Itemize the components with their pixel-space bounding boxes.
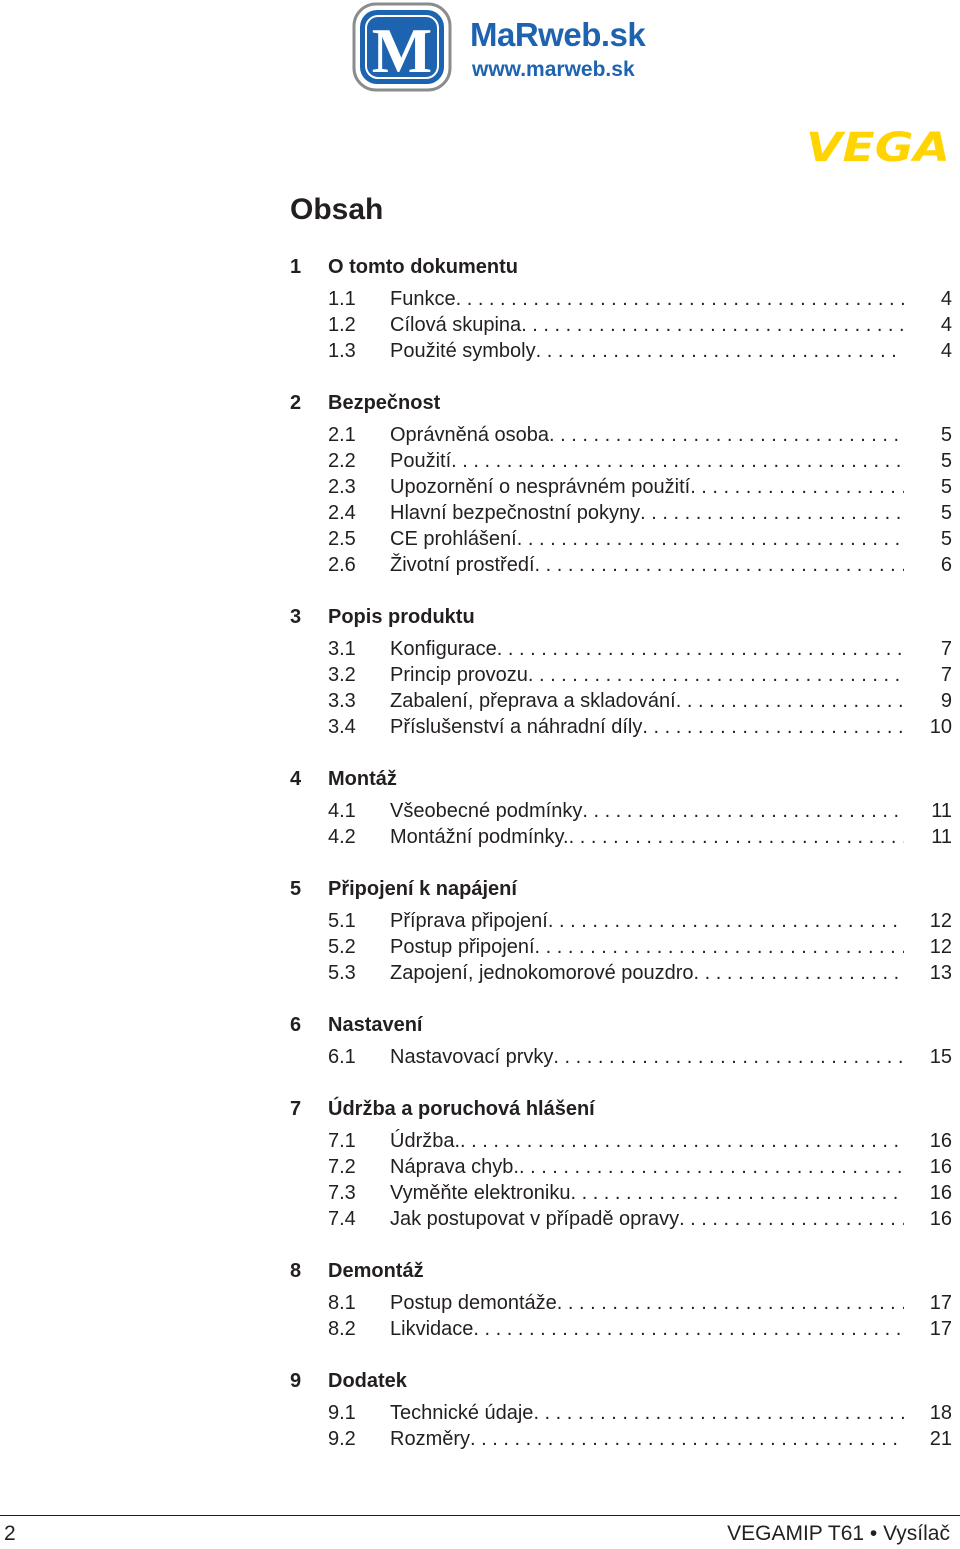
section-number: 6: [290, 1014, 302, 1036]
entry-page-number: 17: [929, 1292, 952, 1314]
toc-entry[interactable]: [290, 1206, 952, 1232]
entry-title-wrap: [390, 1128, 904, 1154]
entry-title: Upozornění o nesprávném použití: [390, 476, 691, 498]
dot-leader: [519, 1154, 904, 1180]
toc-entry[interactable]: [290, 636, 952, 662]
entry-number: 2.2: [328, 450, 356, 472]
dot-leader: [679, 1206, 904, 1232]
toc-entry[interactable]: [290, 338, 952, 364]
dot-leader: [521, 312, 904, 338]
section-number: 8: [290, 1260, 302, 1282]
toc-entry[interactable]: [290, 798, 952, 824]
entry-title: Montážní podmínky.: [390, 826, 569, 848]
entry-title: Funkce: [390, 288, 456, 310]
entry-title: Použité symboly: [390, 340, 536, 362]
footer-document-title: VEGAMIP T61 • Vysílač: [727, 1522, 950, 1545]
section-title: Připojení k napájení: [328, 878, 517, 900]
section-title: Dodatek: [328, 1370, 407, 1392]
toc-entry[interactable]: [290, 422, 952, 448]
section-title: O tomto dokumentu: [328, 256, 518, 278]
entry-title-wrap: [390, 934, 904, 960]
toc-entry[interactable]: [290, 448, 952, 474]
entry-title: CE prohlášení: [390, 528, 517, 550]
entry-number: 4.2: [328, 826, 356, 848]
toc-entry[interactable]: [290, 312, 952, 338]
toc-entry[interactable]: [290, 908, 952, 934]
entry-number: 9.2: [328, 1428, 356, 1450]
toc-entry[interactable]: [290, 552, 952, 578]
entry-title: Životní prostředí: [390, 554, 535, 576]
entry-title: Rozměry: [390, 1428, 471, 1450]
toc-entry[interactable]: [290, 1180, 952, 1206]
entry-title-wrap: [390, 824, 904, 850]
dot-leader: [456, 286, 904, 312]
entry-page-number: 5: [940, 502, 952, 524]
dot-leader: [460, 1128, 904, 1154]
entry-number: 2.3: [328, 476, 356, 498]
entry-title-wrap: [390, 1044, 904, 1070]
entry-title-wrap: [390, 1180, 904, 1206]
entry-title-wrap: [390, 1290, 904, 1316]
entry-title: Technické údaje: [390, 1402, 534, 1424]
entry-title: Vyměňte elektroniku: [390, 1182, 571, 1204]
vega-logo: [806, 126, 950, 164]
entry-number: 7.4: [328, 1208, 356, 1230]
toc-section: [290, 764, 952, 850]
toc-section-heading[interactable]: [290, 1094, 952, 1124]
marweb-logo-text: MaRweb.sk: [470, 16, 646, 53]
dot-leader: [640, 500, 904, 526]
footer-divider: [0, 1515, 960, 1516]
entry-page-number: 11: [931, 800, 952, 822]
section-number: 9: [290, 1370, 302, 1392]
toc-section: [290, 1366, 952, 1452]
toc-section-heading[interactable]: [290, 602, 952, 632]
toc-section: [290, 252, 952, 364]
marweb-logo: [352, 2, 652, 94]
entry-page-number: 12: [929, 936, 952, 958]
dot-leader: [470, 1426, 904, 1452]
entry-title-wrap: [390, 286, 904, 312]
entry-title-wrap: [390, 714, 904, 740]
toc-entry[interactable]: [290, 526, 952, 552]
toc-entry[interactable]: [290, 934, 952, 960]
toc-section-heading[interactable]: [290, 1256, 952, 1286]
section-number: 2: [290, 392, 302, 414]
entry-number: 7.2: [328, 1156, 356, 1178]
entry-title-wrap: [390, 1400, 904, 1426]
entry-page-number: 5: [940, 450, 952, 472]
toc-entry[interactable]: [290, 824, 952, 850]
entry-title-wrap: [390, 688, 904, 714]
toc-section: [290, 602, 952, 740]
toc-entry[interactable]: [290, 960, 952, 986]
toc-entry[interactable]: [290, 286, 952, 312]
toc-entry[interactable]: [290, 714, 952, 740]
entry-title: Likvidace: [390, 1318, 474, 1340]
entry-page-number: 17: [929, 1318, 952, 1340]
dot-leader: [694, 960, 904, 986]
entry-title: Hlavní bezpečnostní pokyny: [390, 502, 641, 524]
entry-page-number: 12: [929, 910, 952, 932]
entry-number: 3.4: [328, 716, 356, 738]
toc-entry[interactable]: [290, 1290, 952, 1316]
entry-title-wrap: [390, 1316, 904, 1342]
toc-entry[interactable]: [290, 500, 952, 526]
entry-title: Náprava chyb.: [390, 1156, 519, 1178]
toc-entry[interactable]: [290, 1044, 952, 1070]
entry-number: 7.1: [328, 1130, 356, 1152]
toc-entry[interactable]: [290, 662, 952, 688]
section-number: 7: [290, 1098, 302, 1120]
dot-leader: [517, 526, 904, 552]
entry-title: Konfigurace: [390, 638, 497, 660]
dot-leader: [570, 1180, 904, 1206]
entry-title-wrap: [390, 798, 904, 824]
entry-title-wrap: [390, 1154, 904, 1180]
entry-title-wrap: [390, 312, 904, 338]
dot-leader: [473, 1316, 904, 1342]
entry-number: 3.3: [328, 690, 356, 712]
dot-leader: [528, 662, 904, 688]
entry-page-number: 7: [940, 638, 952, 660]
entry-page-number: 18: [929, 1402, 952, 1424]
toc-section-heading[interactable]: [290, 874, 952, 904]
dot-leader: [548, 908, 904, 934]
entry-title: Všeobecné podmínky: [390, 800, 583, 822]
entry-page-number: 4: [940, 288, 952, 310]
page-title: Obsah: [290, 193, 384, 226]
dot-leader: [497, 636, 904, 662]
entry-title-wrap: [390, 474, 904, 500]
toc-section-heading[interactable]: [290, 1366, 952, 1396]
section-title: Nastavení: [328, 1014, 423, 1036]
entry-title: Zabalení, přeprava a skladování: [390, 690, 676, 712]
dot-leader: [569, 824, 904, 850]
entry-title-wrap: [390, 526, 904, 552]
entry-title-wrap: [390, 662, 904, 688]
entry-number: 3.1: [328, 638, 356, 660]
entry-title-wrap: [390, 960, 904, 986]
entry-page-number: 9: [940, 690, 952, 712]
dot-leader: [553, 1044, 904, 1070]
dot-leader: [451, 448, 904, 474]
entry-number: 2.4: [328, 502, 356, 524]
toc-section-heading[interactable]: [290, 1010, 952, 1040]
toc-entry[interactable]: [290, 688, 952, 714]
entry-number: 1.3: [328, 340, 356, 362]
footer-page-number: 2: [4, 1522, 16, 1545]
entry-title-wrap: [390, 338, 904, 364]
entry-title: Cílová skupina: [390, 314, 522, 336]
dot-leader: [549, 422, 904, 448]
table-of-contents: [290, 252, 952, 1476]
entry-number: 6.1: [328, 1046, 356, 1068]
entry-page-number: 21: [929, 1428, 952, 1450]
entry-page-number: 16: [929, 1156, 952, 1178]
entry-title: Použití: [390, 450, 452, 472]
vega-logo-text: VEGA: [806, 126, 950, 164]
entry-page-number: 16: [929, 1130, 952, 1152]
entry-title: Oprávněná osoba: [390, 424, 550, 446]
entry-title: Jak postupovat v případě opravy: [390, 1208, 680, 1230]
entry-title-wrap: [390, 1206, 904, 1232]
toc-entry[interactable]: [290, 1154, 952, 1180]
entry-title: Zapojení, jednokomorové pouzdro: [390, 962, 694, 984]
entry-title: Postup demontáže: [390, 1292, 557, 1314]
entry-number: 8.1: [328, 1292, 356, 1314]
section-title: Popis produktu: [328, 606, 475, 628]
entry-page-number: 5: [940, 476, 952, 498]
entry-title-wrap: [390, 448, 904, 474]
entry-page-number: 6: [940, 554, 952, 576]
entry-title-wrap: [390, 500, 904, 526]
entry-title-wrap: [390, 1426, 904, 1452]
entry-page-number: 11: [931, 826, 952, 848]
section-title: Montáž: [328, 768, 397, 790]
dot-leader: [535, 552, 904, 578]
toc-section: [290, 1010, 952, 1070]
entry-page-number: 4: [940, 314, 952, 336]
marweb-badge-letter: M: [371, 15, 433, 86]
section-title: Údržba a poruchová hlášení: [328, 1098, 595, 1120]
dot-leader: [642, 714, 904, 740]
entry-number: 8.2: [328, 1318, 356, 1340]
entry-title: Princip provozu: [390, 664, 528, 686]
toc-section-heading[interactable]: [290, 252, 952, 282]
section-number: 1: [290, 256, 302, 278]
entry-title-wrap: [390, 422, 904, 448]
entry-page-number: 7: [940, 664, 952, 686]
marweb-logo-url: www.marweb.sk: [472, 58, 635, 81]
section-title: Bezpečnost: [328, 392, 441, 414]
dot-leader: [582, 798, 904, 824]
entry-number: 5.3: [328, 962, 356, 984]
toc-section: [290, 874, 952, 986]
entry-page-number: 13: [929, 962, 952, 984]
marweb-badge-icon: [352, 2, 452, 92]
entry-number: 5.2: [328, 936, 356, 958]
toc-section: [290, 1094, 952, 1232]
entry-number: 2.1: [328, 424, 356, 446]
entry-page-number: 15: [929, 1046, 952, 1068]
dot-leader: [690, 474, 904, 500]
entry-number: 5.1: [328, 910, 356, 932]
dot-leader: [535, 934, 904, 960]
entry-title: Nastavovací prvky: [390, 1046, 554, 1068]
toc-section: [290, 388, 952, 578]
dot-leader: [557, 1290, 904, 1316]
entry-number: 9.1: [328, 1402, 356, 1424]
entry-title: Údržba.: [390, 1130, 461, 1152]
dot-leader: [533, 1400, 904, 1426]
entry-title: Postup připojení: [390, 936, 535, 958]
entry-number: 2.5: [328, 528, 356, 550]
entry-page-number: 4: [940, 340, 952, 362]
entry-title-wrap: [390, 908, 904, 934]
section-number: 3: [290, 606, 302, 628]
entry-title: Příslušenství a náhradní díly: [390, 716, 643, 738]
entry-page-number: 10: [929, 716, 952, 738]
entry-number: 3.2: [328, 664, 356, 686]
section-number: 4: [290, 768, 302, 790]
toc-section-heading[interactable]: [290, 388, 952, 418]
toc-section: [290, 1256, 952, 1342]
entry-title-wrap: [390, 636, 904, 662]
toc-entry[interactable]: [290, 1128, 952, 1154]
toc-section-heading[interactable]: [290, 764, 952, 794]
dot-leader: [536, 338, 904, 364]
toc-entry[interactable]: [290, 474, 952, 500]
entry-page-number: 5: [940, 424, 952, 446]
section-title: Demontáž: [328, 1260, 424, 1282]
entry-page-number: 16: [929, 1208, 952, 1230]
entry-title: Příprava připojení: [390, 910, 548, 932]
entry-number: 4.1: [328, 800, 356, 822]
dot-leader: [676, 688, 904, 714]
toc-entry[interactable]: [290, 1400, 952, 1426]
entry-number: 7.3: [328, 1182, 356, 1204]
toc-entry[interactable]: [290, 1316, 952, 1342]
toc-entry[interactable]: [290, 1426, 952, 1452]
entry-number: 1.1: [328, 288, 356, 310]
entry-page-number: 5: [940, 528, 952, 550]
entry-page-number: 16: [929, 1182, 952, 1204]
entry-number: 1.2: [328, 314, 356, 336]
entry-number: 2.6: [328, 554, 356, 576]
entry-title-wrap: [390, 552, 904, 578]
section-number: 5: [290, 878, 302, 900]
